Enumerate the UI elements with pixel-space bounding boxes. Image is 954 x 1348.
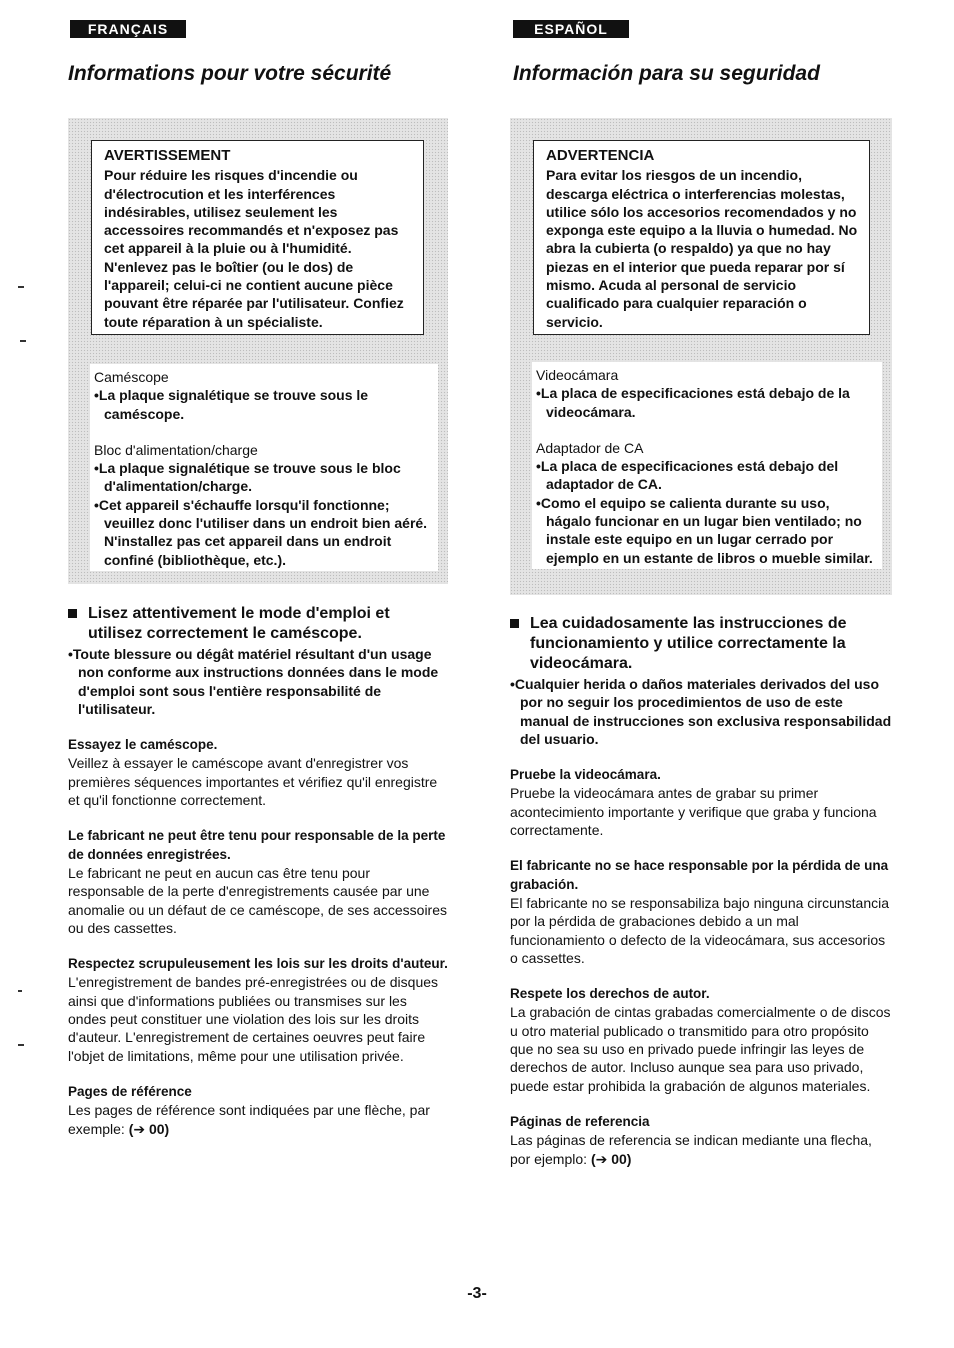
section-paragraph	[510, 1131, 892, 1168]
margin-tick	[18, 1044, 24, 1046]
warning-text: Pour réduire les risques d'incendie ou d'électrocution et les interférences indésirables, utilisez seulement les accessoires recommandés et n'exposez pas cet appareil à la pluie ou à l'humidité. N'enlevez pas le boîtier (ou le dos) de l'appareil; celui-ci ne contient aucune pièce pouvant être réparée par l'utilisateur. Confiez toute réparation à un spécialiste.	[104, 167, 404, 330]
section-heading: Pages de référence	[68, 1083, 192, 1099]
section-reference-pages	[510, 1113, 892, 1168]
reference-text: Las páginas de referencia se indican mediante una flecha, por ejemplo:	[510, 1132, 872, 1167]
section-heading: Pruebe la videocámara.	[510, 767, 661, 783]
main-heading	[68, 604, 448, 644]
square-bullet-icon	[510, 619, 519, 628]
section-reference-pages	[68, 1083, 448, 1138]
section-paragraph: L'enregistrement de bandes pré-enregistrées ou de disques ainsi que d'informations publiées ou transmises sur les ondes peut constituer une violation des lois sur les droits d'auteur. L'enregistrement de certaines oeuvres peut faire l'objet de limitations, même pour une utilisation privée.	[68, 974, 439, 1064]
safety-panel-spanish	[510, 118, 892, 595]
content-spanish	[510, 614, 892, 1168]
rating-plate-notes-french	[90, 364, 438, 571]
section-heading: Páginas de referencia	[510, 1113, 650, 1129]
content-french	[68, 604, 448, 1138]
charger-label: Adaptador de CA	[536, 439, 644, 456]
main-bullet: •Cualquier herida o daños materiales derivados del uso por no seguir los procedimientos de uso de este manual de instrucciones son exclusiva responsabilidad del usuario.	[510, 676, 892, 747]
reference-text: Les pages de référence sont indiquées par une flèche, par exemple:	[68, 1102, 430, 1137]
page-number: -3-	[467, 1285, 487, 1302]
camcorder-bullet: •La plaque signalétique se trouve sous le caméscope.	[94, 387, 369, 422]
language-tab-spanish: ESPAÑOL	[513, 20, 629, 38]
charger-bullet-2: •Cet appareil s'échauffe lorsqu'il fonctionne; veuillez donc l'utiliser dans un endroit bien aéré. N'installez pas cet appareil dans un endroit confiné (bibliothèque, etc.).	[94, 496, 428, 568]
section-copyright	[510, 985, 892, 1095]
warning-text: Para evitar los riesgos de un incendio, descarga eléctrica o interferencias molestas, utilice sólo los accesorios recomendados y no exponga este equipo a la lluvia o humedad. No abra la cubierta (o respaldo) ya que no hay piezas en el interior que pueda reparar por sí mismo. Acuda al personal de servicio cualificado para cualquier reparación o servicio.	[546, 167, 858, 330]
section-try-camcorder	[510, 766, 892, 839]
main-heading-text: Lisez attentivement le mode d'emploi et utilisez correctement le caméscope.	[88, 605, 390, 642]
charger-bullet-2: •Como el equipo se calienta durante su uso, hágalo funcionar en un lugar bien ventilado; no instale este equipo en un lugar cerrado por ejemplo en un estante de libros o mueble similar.	[536, 494, 873, 566]
section-paragraph: Le fabricant ne peut en aucun cas être tenu pour responsable de la perte d'enregistrements causée par une anomalie ou un défaut de ce caméscope, de ses accessoires ou des cassettes.	[68, 864, 448, 936]
camcorder-label: Caméscope	[94, 369, 169, 385]
main-heading-text: Lea cuidadosamente las instrucciones de funcionamiento y utilice correctamente la videocámara.	[530, 615, 847, 672]
section-paragraph	[68, 1101, 448, 1138]
section-copyright	[68, 955, 448, 1065]
section-heading: El fabricante no se hace responsable por la pérdida de una grabación.	[510, 858, 889, 892]
section-liability	[510, 857, 892, 967]
page-title-french: Informations pour votre sécurité	[68, 62, 392, 85]
section-liability	[68, 827, 448, 937]
section-try-camcorder	[68, 736, 448, 809]
section-paragraph: La grabación de cintas grabadas comercialmente o de discos u otro material publicado o transmitido para otro propósito que no sea su uso en privado puede infringir las leyes de derechos de autor. Incluso aunque sea para uso privado, puede estar prohibida la grabación de algunos materiales.	[510, 1004, 891, 1094]
warning-box-french	[91, 140, 424, 335]
language-tab-french: FRANÇAIS	[70, 20, 186, 38]
section-heading: Respete los derechos de autor.	[510, 986, 710, 1002]
section-paragraph: Pruebe la videocámara antes de grabar su primer acontecimiento importante y verifique que graba y funciona correctamente.	[510, 785, 877, 839]
reference-arrow: (➔ 00)	[590, 1150, 632, 1167]
section-heading: Respectez scrupuleusement les lois sur les droits d'auteur.	[68, 956, 448, 972]
rating-plate-notes-spanish	[532, 362, 882, 569]
charger-bullet-1: •La placa de especificaciones está debajo del adaptador de CA.	[536, 458, 839, 493]
safety-panel-french	[68, 118, 448, 584]
warning-heading: AVERTISSEMENT	[104, 147, 231, 164]
section-paragraph: El fabricante no se responsabiliza bajo ninguna circunstancia por la pérdida de grabaciones debido a un mal funcionamiento o defecto de la videocámara, sus accesorios o cassettes.	[510, 894, 890, 966]
margin-tick	[18, 286, 24, 288]
charger-bullet-1: •La plaque signalétique se trouve sous le bloc d'alimentation/charge.	[94, 460, 401, 495]
section-paragraph: Veillez à essayer le caméscope avant d'enregistrer vos premières séquences importantes et vérifiez qu'il enregistre et qu'il fonctionne correctement.	[68, 755, 438, 809]
page-title-spanish: Información para su seguridad	[513, 62, 820, 85]
warning-heading: ADVERTENCIA	[546, 147, 655, 164]
camcorder-bullet: •La placa de especificaciones está debajo de la videocámara.	[536, 385, 850, 420]
main-heading	[510, 614, 892, 674]
section-heading: Essayez le caméscope.	[68, 737, 218, 753]
warning-box-spanish	[533, 140, 870, 335]
section-heading: Le fabricant ne peut être tenu pour responsable de la perte de données enregistrées.	[68, 828, 446, 862]
margin-tick	[20, 340, 26, 342]
charger-label: Bloc d'alimentation/charge	[94, 441, 258, 458]
camcorder-label: Videocámara	[536, 367, 619, 383]
margin-tick	[18, 990, 22, 992]
reference-arrow: (➔ 00)	[128, 1120, 170, 1137]
square-bullet-icon	[68, 609, 77, 618]
main-bullet: •Toute blessure ou dégât matériel résultant d'un usage non conforme aux instructions données dans le mode d'emploi sont sous l'entière responsabilité de l'utilisateur.	[68, 646, 439, 717]
